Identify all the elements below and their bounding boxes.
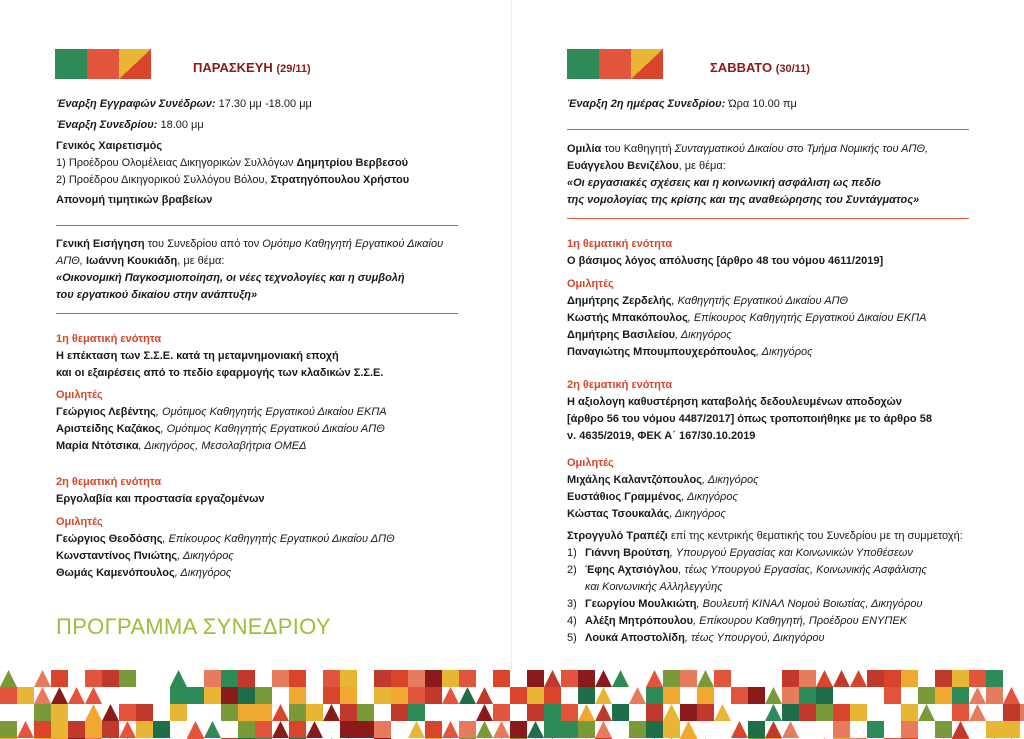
mosaic-tile [289,704,306,721]
right-page [512,0,1024,739]
mosaic-tile [221,670,238,687]
mosaic-tile [663,670,680,687]
mosaic-tile [663,721,680,738]
mosaic-tile [850,670,867,687]
mosaic-tile [782,670,799,687]
mosaic-tile [544,721,561,738]
participant-row: 3) Γεωργίου Μουλκιώτη, Βουλευτή ΚΙΝΑΛ Νομού Βοιωτίας, Δικηγόρου [567,598,923,610]
mosaic-tile [952,670,969,687]
mosaic-tile [578,687,595,704]
mosaic-tile [357,704,374,721]
keynote-block: Γενική Εισήγηση του Συνεδρίου από τον Ομότιμο Καθηγητή Εργατικού Δικαίου ΑΠΘ, Ιωάννη Κουκιάδη, με θέμα: «Οικονομική Παγκοσμιοποίηση, οι νέες τεχνολογίες και η συμβολή του εργατικού δικαίου στην ανάπτυξη» [56,238,444,301]
mosaic-tile [986,687,1003,704]
mosaic-tile [68,721,85,738]
mosaic-tile [425,721,442,738]
mosaic-tile [816,687,833,704]
mosaic-tile [765,704,782,721]
mosaic-tile [408,704,425,721]
mosaic-tile [748,721,765,738]
mosaic-tile [102,721,119,738]
mosaic-tile [901,670,918,687]
mosaic-tile [935,721,952,738]
mosaic-tile [459,687,476,704]
mosaic-tile [272,721,289,738]
mosaic-tile [408,721,425,738]
mosaic-tile [697,687,714,704]
mosaic-tile [527,687,544,704]
mosaic-tile [986,721,1003,738]
mosaic-tile [170,687,187,704]
mosaic-tile [34,721,51,738]
mosaic-tile [119,704,136,721]
decorative-mosaic-pattern [0,670,1024,739]
mosaic-tile [969,704,986,721]
mosaic-tile [493,670,510,687]
mosaic-tile [867,721,884,738]
mosaic-tile [187,721,204,738]
mosaic-tile [0,687,17,704]
mosaic-tile [765,687,782,704]
mosaic-tile [136,721,153,738]
mosaic-tile [646,704,663,721]
mosaic-tile [935,687,952,704]
mosaic-tile [187,687,204,704]
speech-block: Ομιλία του Καθηγητή Συνταγματικού Δικαίου στο Τμήμα Νομικής του ΑΠΘ, Ευάγγελου Βενιζέλου, με θέμα: «Οι εργασιακές σχέσεις και η κοινωνική ασφάλιση ως πεδίο της νομολογίας της κρίσης και της αναθεώρησης του Συντάγματος» [567,143,929,206]
mosaic-tile [612,704,629,721]
mosaic-tile [442,670,459,687]
mosaic-tile [85,687,102,704]
mosaic-tile [136,704,153,721]
mosaic-tile [697,704,714,721]
mosaic-tile [255,687,272,704]
participant-row: 2) Έφης Αχτσιόγλου, τέως Υπουργού Εργασίας, Κοινωνικής Ασφάλισης [567,564,927,576]
mosaic-tile [833,704,850,721]
mosaic-tile [816,704,833,721]
participant-row-continued: και Κοινωνικής Αλληλεγγύης [585,581,723,593]
mosaic-tile [731,687,748,704]
mosaic-tile [289,670,306,687]
mosaic-tile [544,670,561,687]
mosaic-tile [884,687,901,704]
mosaic-tile [17,721,34,738]
mosaic-tile [238,721,255,738]
mosaic-tile [391,687,408,704]
mosaic-tile [799,670,816,687]
mosaic-tile [476,687,493,704]
mosaic-tile [629,687,646,704]
mosaic-tile [17,687,34,704]
divider [567,129,969,130]
mosaic-tile [884,670,901,687]
mosaic-tile [340,687,357,704]
saturday-section-1: 1η θεματική ενότητα Ο βάσιμος λόγος απόλυσης [άρθρο 48 του νόμου 4611/2019] [567,238,884,267]
mosaic-tile [476,721,493,738]
mosaic-tile [595,721,612,738]
mosaic-tile [561,704,578,721]
mosaic-tile [374,670,391,687]
mosaic-tile [952,704,969,721]
mosaic-tile [782,704,799,721]
mosaic-tile [459,721,476,738]
mosaic-tile [510,721,527,738]
mosaic-tile [102,670,119,687]
mosaic-tile [374,721,391,738]
mosaic-tile [510,687,527,704]
participant-row: 4) Αλέξη Μητρόπουλου, Επίκουρου Καθηγητή, Προέδρου ΕΝΥΠΕΚ [567,615,907,627]
mosaic-tile [425,687,442,704]
mosaic-tile [782,687,799,704]
saturday-section-1-speakers: Ομιλητές Δημήτρης Ζερδελής, Καθηγητής Εργατικού Δικαίου ΑΠΘ Κωστής Μπακόπουλος, Επίκουρος Καθηγητής Εργατικού Δικαίου ΕΚΠΑ Δημήτρης Βασιλείου, Δικηγόρος Παναγιώτης Μπουμπουχερόπουλος, Δικηγόρος [567,278,927,358]
mosaic-tile [527,704,544,721]
mosaic-tile [391,670,408,687]
mosaic-tile [85,704,102,721]
mosaic-tile [34,670,51,687]
mosaic-tile [306,704,323,721]
mosaic-tile [170,670,187,687]
mosaic-tile [340,721,357,738]
mosaic-tile [646,721,663,738]
mosaic-tile [357,721,374,738]
friday-heading: ΠΑΡΑΣΚΕΥΗ (29/11) [193,60,311,75]
awards-line: Απονομή τιμητικών βραβείων [56,194,213,206]
mosaic-tile [646,670,663,687]
header-color-blocks [567,49,663,79]
mosaic-tile [782,721,799,738]
participant-row: 5) Λουκά Αποστολίδη, τέως Υπουργού, Δικηγόρου [567,632,825,644]
mosaic-tile [527,721,544,738]
mosaic-tile [731,721,748,738]
mosaic-tile [1003,704,1020,721]
mosaic-tile [595,704,612,721]
friday-section-2-speakers: Ομιλητές Γεώργιος Θεοδόσης, Επίκουρος Καθηγητής Εργατικού Δικαίου ΔΠΘ Κωνσταντίνος Πνιώτης, Δικηγόρος Θωμάς Καμενόπουλος, Δικηγόρος [56,516,395,579]
mosaic-tile [68,687,85,704]
mosaic-tile [289,721,306,738]
mosaic-tile [408,687,425,704]
mosaic-tile [680,721,697,738]
mosaic-tile [391,704,408,721]
mosaic-tile [527,670,544,687]
mosaic-tile [901,704,918,721]
mosaic-tile [918,687,935,704]
header-color-blocks [55,49,151,79]
mosaic-tile [680,704,697,721]
mosaic-tile [986,670,1003,687]
mosaic-tile [799,687,816,704]
mosaic-tile [374,687,391,704]
mosaic-tile [578,670,595,687]
mosaic-tile [102,704,119,721]
mosaic-tile [935,670,952,687]
mosaic-tile [561,721,578,738]
mosaic-tile [476,704,493,721]
mosaic-tile [544,704,561,721]
round-table-block: Στρογγυλό Τραπέζι επί της κεντρικής θεματικής του Συνεδρίου με τη συμμετοχή: 1) Γιάννη Βρούτση, Υπουργού Εργασίας και Κοινωνικών Υποθέσεων 2) Έφης Αχτσιόγλου, τέως Υπουργού Εργασίας, Κοινωνικής Ασφάλισης και Κοινωνικής Αλληλεγγύης 3) Γεωργίου Μουλκιώτη, Βουλευτή ΚΙΝΑΛ Νομού Βοιωτίας, Δικηγόρου 4) Αλέξη Μητρόπουλου, Επίκουρου Καθηγητή, Προέδρου ΕΝΥΠΕΚ 5) Λουκά Αποστολίδη, τέως Υπουργού, Δικηγόρου [567,528,963,647]
mosaic-tile [0,670,17,687]
saturday-section-2: 2η θεματική ενότητα Η αξιολογη καθυστέρηση καταβολής δεδουλευμένων αποδοχών [άρθρο 56 του νόμου 4487/2017] όπως τροποποιήθηκε με το άρθρο 58 ν. 4635/2019, ΦΕΚ Α΄ 167/30.10.2019 [567,379,932,442]
mosaic-tile [918,704,935,721]
mosaic-tile [306,721,323,738]
mosaic-tile [765,721,782,738]
mosaic-tile [238,687,255,704]
mosaic-tile [748,687,765,704]
mosaic-tile [799,704,816,721]
mosaic-tile [119,670,136,687]
mosaic-tile [238,670,255,687]
mosaic-tile [1003,687,1020,704]
participant-row: 1) Γιάννη Βρούτση, Υπουργού Εργασίας και Κοινωνικών Υποθέσεων [567,547,913,559]
mosaic-tile [663,704,680,721]
mosaic-tile [442,687,459,704]
friday-section-1-speakers: Ομιλητές Γεώργιος Λεβέντης, Ομότιμος Καθηγητής Εργατικού Δικαίου ΕΚΠΑ Αριστείδης Καζάκος, Ομότιμος Καθηγητής Εργατικού Δικαίου ΑΠΘ Μαρία Ντότσικα, Δικηγόρος, Μεσολαβήτρια ΟΜΕΔ [56,389,387,452]
mosaic-tile [459,670,476,687]
mosaic-tile [0,721,17,738]
mosaic-tile [833,670,850,687]
mosaic-tile [952,721,969,738]
mosaic-tile [34,704,51,721]
mosaic-tile [204,687,221,704]
greetings-block: Γενικός Χαιρετισμός 1) Προέδρου Ολομέλειας Δικηγορικών Συλλόγων Δημητρίου Βερβεσού 2) Προέδρου Δικηγορικού Συλλόγου Βόλου, Στρατηγόπουλου Χρήστου [56,140,410,186]
mosaic-tile [493,721,510,738]
divider [56,313,458,314]
mosaic-tile [204,670,221,687]
mosaic-tile [646,687,663,704]
mosaic-tile [714,704,731,721]
mosaic-tile [680,670,697,687]
mosaic-tile [272,704,289,721]
mosaic-tile [816,670,833,687]
mosaic-tile [833,721,850,738]
mosaic-tile [34,687,51,704]
friday-section-2: 2η θεματική ενότητα Εργολαβία και προστασία εργαζομένων [56,476,265,505]
mosaic-tile [629,721,646,738]
mosaic-tile [221,687,238,704]
mosaic-tile [85,721,102,738]
mosaic-tile [697,670,714,687]
mosaic-tile [238,704,255,721]
mosaic-tile [119,721,136,738]
mosaic-tile [340,670,357,687]
mosaic-tile [969,670,986,687]
mosaic-tile [663,687,680,704]
divider [567,218,969,219]
mosaic-tile [221,704,238,721]
mosaic-tile [255,704,272,721]
mosaic-tile [561,670,578,687]
mosaic-tile [544,687,561,704]
mosaic-tile [595,687,612,704]
mosaic-tile [850,704,867,721]
mosaic-tile [51,670,68,687]
mosaic-tile [51,704,68,721]
mosaic-tile [85,670,102,687]
start-line: Έναρξη Συνεδρίου: 18.00 μμ [56,119,204,131]
mosaic-tile [1003,721,1020,738]
mosaic-tile [340,704,357,721]
mosaic-tile [867,670,884,687]
mosaic-tile [204,721,221,738]
mosaic-tile [289,687,306,704]
mosaic-tile [969,687,986,704]
mosaic-tile [323,670,340,687]
mosaic-tile [1020,704,1024,721]
friday-section-1: 1η θεματική ενότητα Η επέκταση των Σ.Σ.Ε. κατά τη μεταμνημονιακή εποχή και οι εξαιρέσεις από το πεδίο εφαρμογής των κλαδικών Σ.Σ.Ε. [56,333,384,379]
mosaic-tile [153,721,170,738]
mosaic-tile [170,704,187,721]
mosaic-tile [425,670,442,687]
mosaic-tile [323,704,340,721]
mosaic-tile [51,687,68,704]
mosaic-tile [442,721,459,738]
mosaic-tile [493,704,510,721]
mosaic-tile [408,670,425,687]
mosaic-tile [255,721,272,738]
mosaic-tile [323,687,340,704]
mosaic-tile [952,687,969,704]
mosaic-tile [595,670,612,687]
saturday-section-2-speakers: Ομιλητές Μιχάλης Καλαντζόπουλος, Δικηγόρος Ευστάθιος Γραμμένος, Δικηγόρος Κώστας Τσουκαλάς, Δικηγόρος [567,457,759,520]
saturday-start-line: Έναρξη 2η ημέρας Συνεδρίου: Ώρα 10.00 πμ [567,98,797,110]
mosaic-tile [901,721,918,738]
saturday-heading: ΣΑΒΒΑΤΟ (30/11) [710,60,810,75]
mosaic-tile [612,670,629,687]
registration-line: Έναρξη Εγγραφών Συνέδρων: 17.30 μμ -18.00 μμ [56,98,312,110]
divider [56,225,458,226]
mosaic-tile [51,721,68,738]
mosaic-tile [578,704,595,721]
program-title: ΠΡΟΓΡΑΜΜΑ ΣΥΝΕΔΡΙΟΥ [56,614,331,639]
mosaic-tile [272,670,289,687]
mosaic-tile [578,721,595,738]
mosaic-tile [714,670,731,687]
